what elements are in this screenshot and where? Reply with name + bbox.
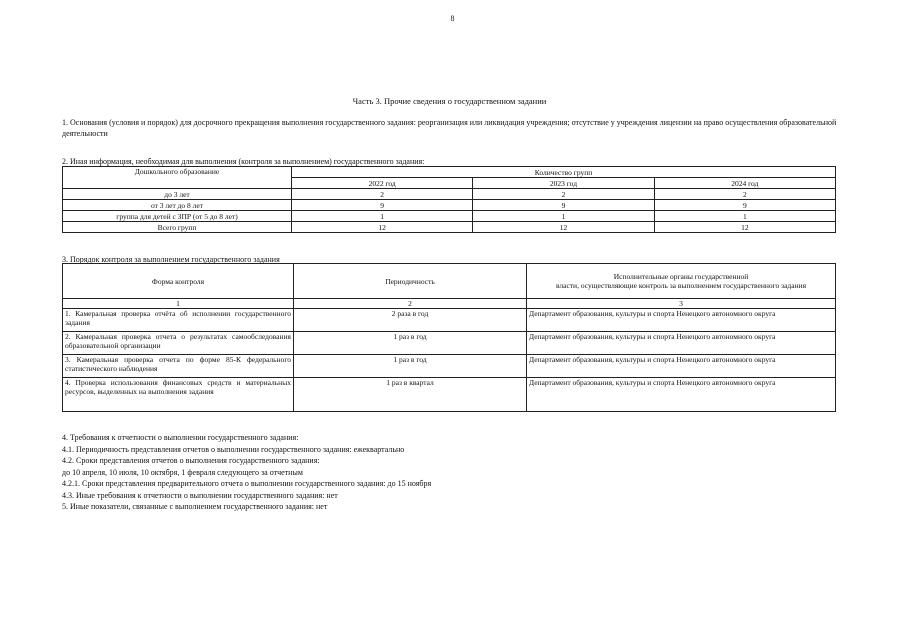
table-row (63, 189, 836, 200)
groups-cell: 2 (292, 189, 473, 200)
control-table-number-row (63, 299, 836, 309)
groups-cell: 9 (473, 200, 654, 211)
control-header-org (527, 264, 836, 299)
table-row (63, 222, 836, 233)
control-col-number: 3 (527, 299, 836, 309)
control-col-number: 2 (294, 299, 527, 309)
groups-row-label: до 3 лет (63, 189, 292, 200)
table-row (63, 355, 836, 378)
groups-group-header: Количество групп (292, 167, 836, 178)
table-row (63, 309, 836, 332)
groups-cell: 1 (292, 211, 473, 222)
control-org-cell: Департамент образования, культуры и спорта Ненецкого автономного округа (527, 355, 836, 378)
control-header-org-line2: власти, осуществляющие контроль за выполнением государственного задания (555, 281, 807, 290)
groups-row-header: Дошкольного образование (63, 167, 292, 189)
requirements-line: до 10 апреля, 10 июля, 10 октября, 1 февраля следующего за отчетным (62, 467, 303, 477)
groups-row-label: от 3 лет до 8 лет (63, 200, 292, 211)
requirements-line: 4. Требования к отчетности о выполнении государственного задания: (62, 433, 299, 442)
groups-cell: 1 (654, 211, 835, 222)
control-form-cell: 4. Проверка использования финансовых средств и материальных ресурсов, выделенных на выполнения задания (63, 378, 294, 412)
control-org-cell: Департамент образования, культуры и спорта Ненецкого автономного округа (527, 332, 836, 355)
control-header-period: Периодичность (294, 264, 527, 299)
table-row (63, 200, 836, 211)
control-header-org-line1: Исполнительные органы государственной (613, 272, 749, 281)
control-form-cell: 2. Камеральная проверка отчета о результатах самообследования образовательной организации (63, 332, 294, 355)
control-col-number: 1 (63, 299, 294, 309)
requirements-line: 4.2.1. Сроки представления предварительного отчета о выполнении государственного задания: до 15 ноября (62, 479, 432, 488)
control-period-cell: 2 раза в год (294, 309, 527, 332)
table-row (63, 378, 836, 412)
requirements-block (62, 432, 837, 513)
requirements-line: 4.1. Периодичность представления отчетов о выполнении государственного задания: ежеквартально (62, 444, 405, 454)
section1-text: 1. Основания (условия и порядок) для досрочного прекращения выполнения государственного задания: реорганизация или ликвидация учреждения; отсутствие у учреждения лицензии на право осуществления образовательной деятельности (62, 118, 837, 138)
groups-year-2022: 2022 год (292, 178, 473, 189)
groups-row-label: Всего групп (63, 222, 292, 233)
control-period-cell: 1 раз в квартал (294, 378, 527, 412)
groups-cell: 2 (654, 189, 835, 200)
groups-cell: 12 (473, 222, 654, 233)
groups-cell: 2 (473, 189, 654, 200)
groups-cell: 12 (292, 222, 473, 233)
section2-title: 2. Иная информация, необходимая для выполнения (контроля за выполнением) государственного задания: (62, 157, 425, 166)
control-table (62, 263, 836, 412)
table-row (63, 211, 836, 222)
groups-cell: 9 (654, 200, 835, 211)
requirements-line: 4.3. Иные требования к отчетности о выполнении государственного задания: нет (62, 490, 338, 500)
groups-year-2024: 2024 год (654, 178, 835, 189)
control-table-header-row (63, 264, 836, 299)
control-period-cell: 1 раз в год (294, 355, 527, 378)
groups-table (62, 166, 836, 233)
groups-table-header-row (63, 167, 836, 178)
groups-row-label: группа для детей с ЗПР (от 5 до 8 лет) (63, 211, 292, 222)
requirements-line: 5. Иные показатели, связанные с выполнением государственного задания: нет (62, 502, 328, 511)
requirements-line: 4.2. Сроки представления отчетов о выполнения государственного задания: (62, 456, 320, 465)
control-org-cell: Департамент образования, культуры и спорта Ненецкого автономного округа (527, 309, 836, 332)
table-row (63, 332, 836, 355)
groups-cell: 9 (292, 200, 473, 211)
groups-cell: 1 (473, 211, 654, 222)
groups-year-2023: 2023 год (473, 178, 654, 189)
section3-title: 3. Порядок контроля за выполнением государственного задания (62, 255, 280, 264)
groups-cell: 12 (654, 222, 835, 233)
control-org-cell: Департамент образования, культуры и спорта Ненецкого автономного округа (527, 378, 836, 412)
control-period-cell: 1 раз в год (294, 332, 527, 355)
control-form-cell: 1. Камеральная проверка отчёта об исполнении государственного задания (63, 309, 294, 332)
page-number: 8 (450, 14, 455, 23)
control-form-cell: 3. Камеральная проверка отчета по форме 85-К федерального статистического наблюдения (63, 355, 294, 378)
part-title: Часть 3. Прочие сведения о государственном задании (352, 96, 547, 106)
control-header-form: Форма контроля (63, 264, 294, 299)
